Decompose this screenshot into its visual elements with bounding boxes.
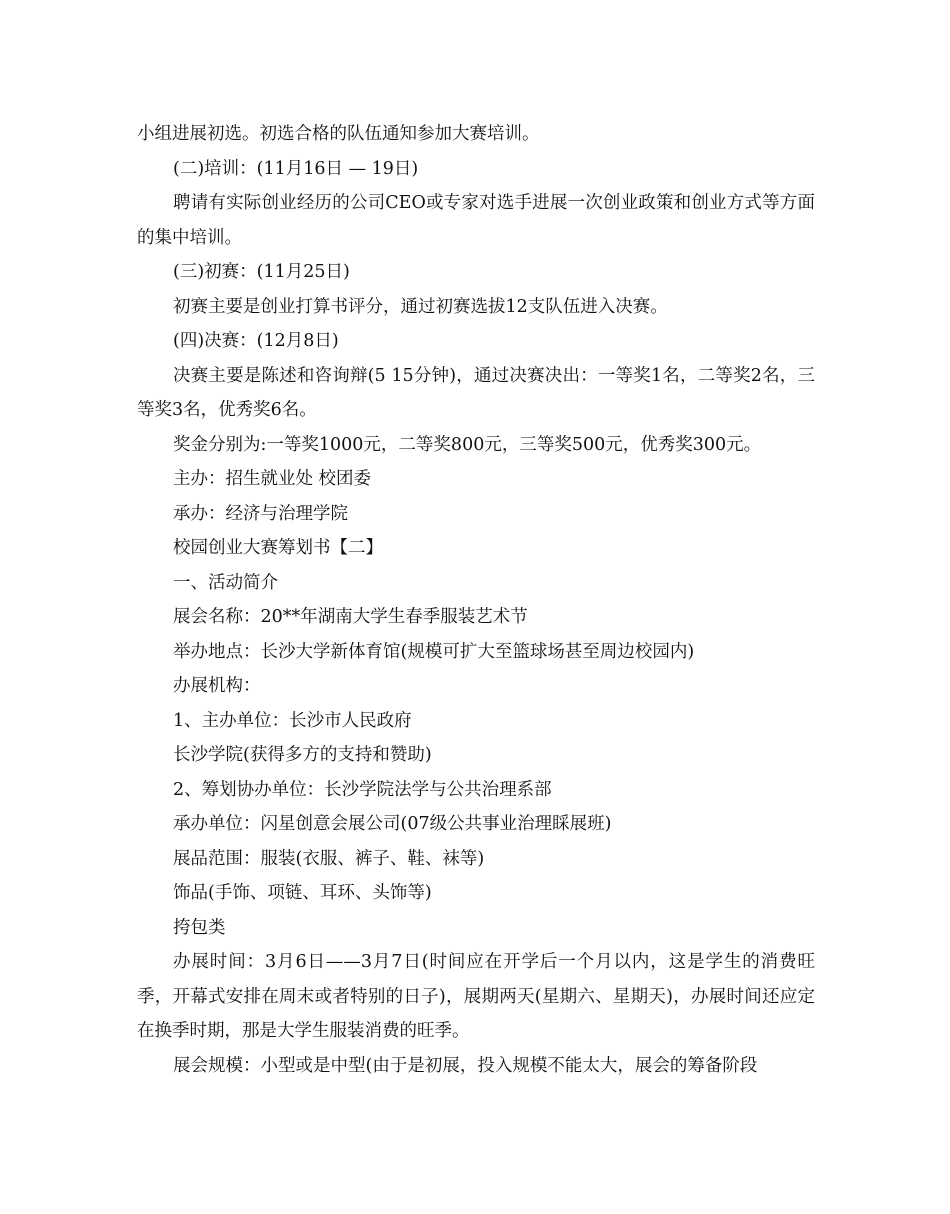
paragraph-20: 展品范围：服装(衣服、裤子、鞋、袜等) — [173, 848, 485, 869]
paragraph-8: 奖金分别为:一等奖1000元，二等奖800元，三等奖500元，优秀奖300元。 — [173, 434, 762, 455]
paragraph-24: 展会规模：小型或是中型(由于是初展，投入规模不能太大，展会的筹备阶段 — [173, 1055, 758, 1076]
section-heading: 校园创业大赛筹划书【二】 — [173, 538, 383, 558]
paragraph-7: 决赛主要是陈述和咨询辩(5 15分钟)，通过决赛决出：一等奖1名，二等奖2名，三等奖3名，优秀奖6名。 — [137, 365, 815, 420]
paragraph-12: 一、活动简介 — [173, 572, 278, 593]
document-body — [137, 117, 815, 1083]
paragraph-15: 办展机构： — [173, 676, 261, 696]
paragraph-4: (三)初赛：(11月25日) — [173, 262, 350, 282]
paragraph-10: 承办：经济与治理学院 — [173, 503, 348, 524]
paragraph-23: 办展时间：3月6日——3月7日(时间应在开学后一个月以内，这是学生的消费旺季，开幕式安排在周末或者特别的日子)，展期两天(星期六、星期天)，办展时间还应定在换季时期，那是大学生服装消费的旺季。 — [137, 952, 815, 1041]
paragraph-5: 初赛主要是创业打算书评分，通过初赛选拔12支队伍进入决赛。 — [173, 296, 668, 317]
paragraph-3: 聘请有实际创业经历的公司CEO或专家对选手进展一次创业政策和创业方式等方面的集中培训。 — [137, 193, 815, 248]
paragraph-17: 长沙学院(获得多方的支持和赞助) — [173, 745, 432, 765]
paragraph-19: 承办单位：闪星创意会展公司(07级公共事业治理睬展班) — [173, 814, 612, 834]
paragraph-21: 饰品(手饰、项链、耳环、头饰等) — [173, 883, 432, 903]
paragraph-6: (四)决赛：(12月8日) — [173, 331, 339, 351]
paragraph-13: 展会名称：20**年湖南大学生春季服装艺术节 — [173, 607, 528, 627]
paragraph-18: 2、筹划协办单位：长沙学院法学与公共治理系部 — [173, 779, 552, 800]
paragraph-1: 小组进展初选。初选合格的队伍通知参加大赛培训。 — [137, 124, 540, 144]
paragraph-9: 主办：招生就业处 校团委 — [173, 469, 372, 489]
paragraph-2: (二)培训：(11月16日 — 19日) — [173, 158, 419, 179]
paragraph-14: 举办地点：长沙大学新体育馆(规模可扩大至篮球场甚至周边校园内) — [173, 641, 695, 662]
paragraph-22: 挎包类 — [173, 917, 226, 938]
paragraph-16: 1、主办单位：长沙市人民政府 — [173, 710, 412, 731]
